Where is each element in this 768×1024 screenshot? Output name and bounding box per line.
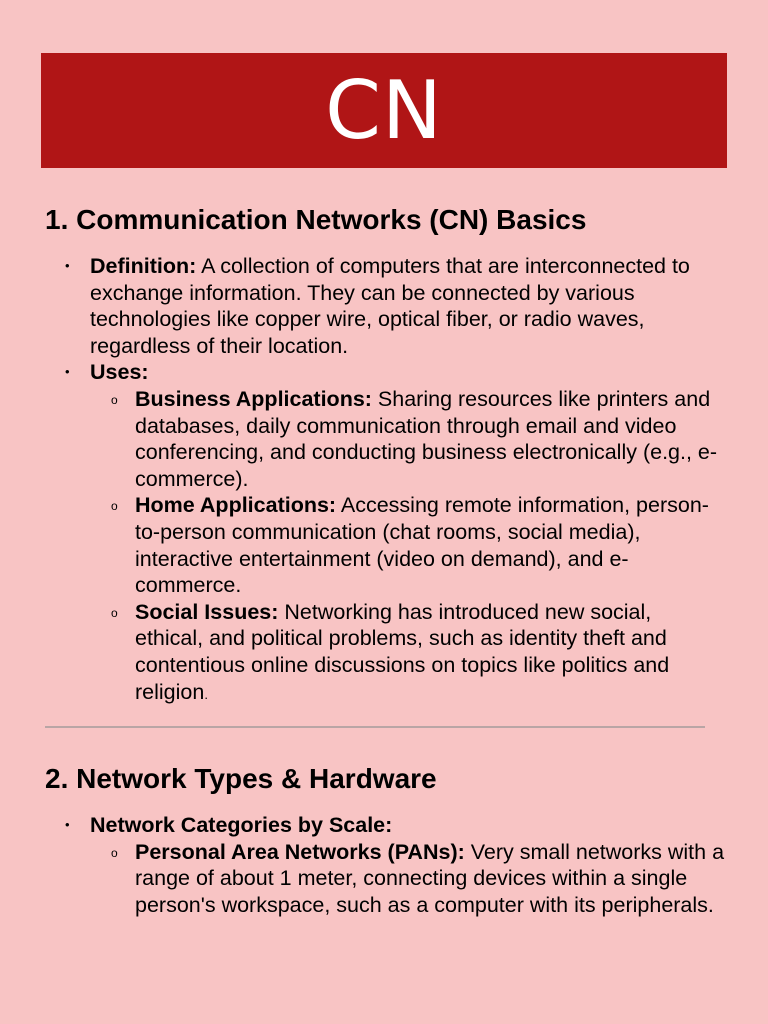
item-end-period: . [204, 686, 208, 702]
item-term: Definition: [90, 254, 197, 278]
section-heading: 1. Communication Networks (CN) Basics [45, 204, 587, 235]
section-divider [45, 726, 705, 728]
document-title: CN [325, 63, 443, 157]
list-item-definition [45, 253, 725, 359]
item-text: Sharing resources like printers and databases, daily communication through email and video conferencing, and conducting business electronically (e.g., e-commerce). [135, 386, 718, 491]
item-term: Uses: [90, 360, 149, 385]
list-item-categories [45, 812, 725, 918]
item-term: Business Applications: [135, 386, 372, 411]
item-term: Social Issues: [135, 599, 279, 624]
item-term: Home Applications: [135, 493, 337, 518]
item-text: A collection of computers that are interconnected to exchange information. They can be connected by various technologies like copper wire, optical fiber, or radio waves, regardless of their location. [90, 254, 690, 358]
item-term: Network Categories by Scale: [90, 813, 393, 838]
item-term: Personal Area Networks (PANs): [135, 839, 465, 864]
item-text: Networking has introduced new social, ethical, and political problems, such as identity theft and contentious online discussions on topics like politics and religion [135, 599, 670, 704]
title-banner [41, 53, 727, 168]
bullet-list [45, 812, 725, 918]
section-cn-basics [45, 200, 725, 728]
section-network-types [45, 759, 725, 918]
item-text: Very small networks with a range of about 1 meter, connecting devices within a single person's workspace, such as a computer with its peripherals. [135, 839, 725, 917]
sub-item-business [90, 386, 725, 492]
item-text: Accessing remote information, person-to-person communication (chat rooms, social media), interactive entertainment (video on demand), and e-commerce. [135, 493, 709, 598]
bullet-list [45, 253, 725, 708]
sub-item-home [90, 492, 725, 598]
document-body [45, 200, 725, 918]
list-item-uses [45, 359, 725, 708]
sub-item-social [90, 599, 725, 708]
sub-list [90, 839, 725, 919]
section-heading: 2. Network Types & Hardware [45, 763, 437, 795]
sub-list [90, 386, 725, 708]
sub-item-pan [90, 839, 725, 919]
